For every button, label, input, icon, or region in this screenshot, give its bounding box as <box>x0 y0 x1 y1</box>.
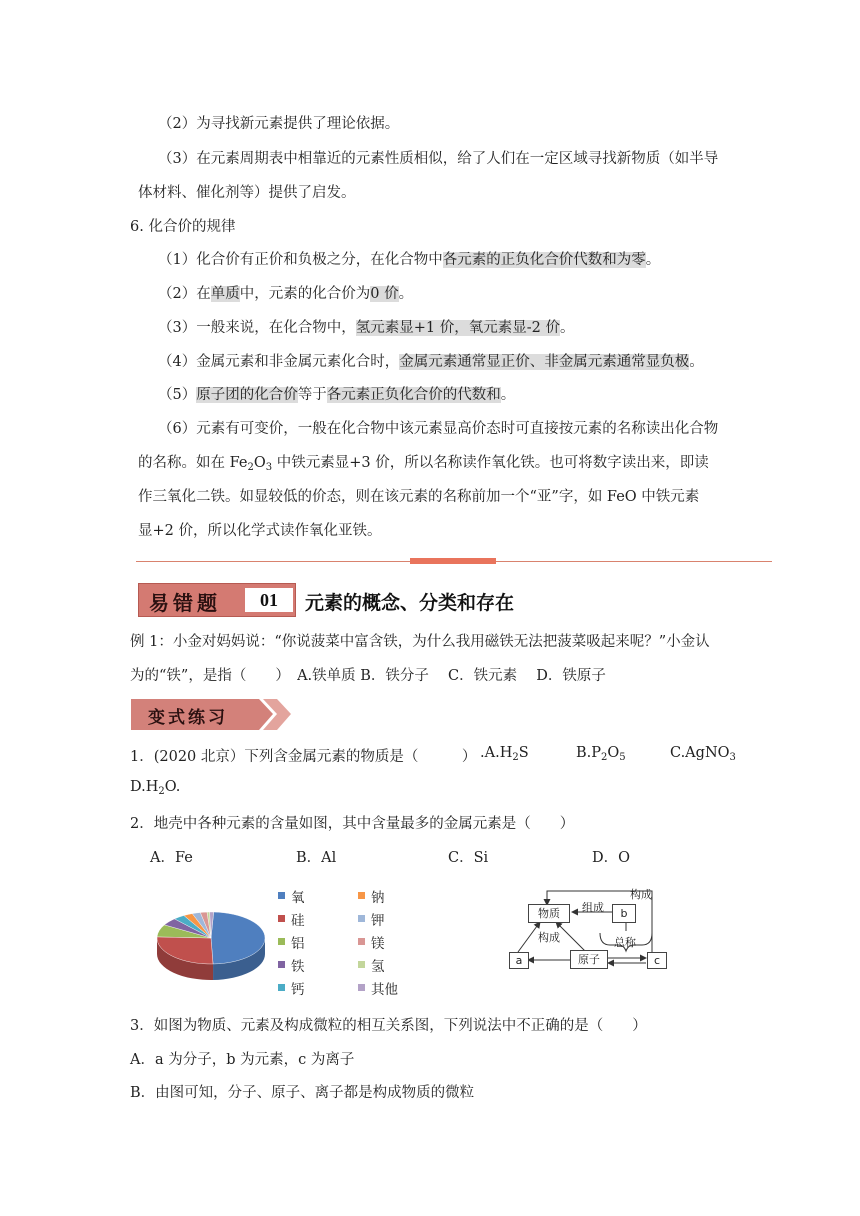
diagram-box-a: a <box>509 952 529 969</box>
rule-2-end: 。 <box>398 286 414 302</box>
banner-title: 元素的概念、分类和存在 <box>305 592 515 614</box>
rule-5 <box>158 383 515 404</box>
rule-3-end: 。 <box>559 320 575 336</box>
rule-4 <box>158 350 704 371</box>
paragraph-p3-line1: （3）在元素周期表中相靠近的元素性质相似，给了人们在一定区域寻找新物质（如半导 <box>158 151 719 167</box>
rule-6-line4: 显+2 价，所以化学式读作氧化亚铁。 <box>138 523 382 539</box>
rule-5-text: （5） <box>158 387 197 403</box>
legend-label-8: 氢 <box>371 959 385 975</box>
q3-option-b: B．由图可知，分子、原子、离子都是构成物质的微粒 <box>130 1085 475 1101</box>
legend-swatch-1 <box>278 915 285 922</box>
diagram-box-b: b <box>612 904 636 923</box>
rule-2-text-b: 中，元素的化合价为 <box>239 286 371 302</box>
example-line1: 例 1：小金对妈妈说：“你说菠菜中富含铁，为什么我用磁铁无法把菠菜吸起来呢？”小金认 <box>130 634 710 650</box>
rule-1-text: （1）化合价有正价和负极之分，在化合物中 <box>158 252 443 268</box>
rule-4-text: （4）金属元素和非金属元素化合时， <box>158 354 400 370</box>
q2-option-b: B．Al <box>296 850 337 866</box>
divider-accent <box>410 558 496 564</box>
rule-4-highlight: 金属元素通常显正价、非金属元素通常显负极 <box>399 354 690 370</box>
q3-stem: 3．如图为物质、元素及构成微粒的相互关系图，下列说法中不正确的是（ ） <box>130 1018 647 1034</box>
label-constitute-left: 构成 <box>538 931 560 944</box>
q1-a-end: S <box>518 745 529 761</box>
rule-1-highlight: 各元素的正负化合价代数和为零 <box>442 252 646 268</box>
rule-6-line2 <box>138 451 709 472</box>
pie-top <box>157 912 265 964</box>
legend-swatch-8 <box>358 961 365 968</box>
diagram-box-c: c <box>647 952 667 969</box>
legend-label-6: 钾 <box>371 913 385 929</box>
rule-6-line2-c: 中铁元素显+3 价，所以名称读作氧化铁。也可将数字读出来，即读 <box>272 455 709 471</box>
q2-option-d: D．O <box>592 850 631 866</box>
label-constitute-top: 构成 <box>630 888 652 901</box>
legend-label-1: 硅 <box>291 913 305 929</box>
q1-c-sub: 3 <box>729 752 736 763</box>
q1-stem: 1．(2020 北京）下列含金属元素的物质是（ ） <box>130 749 477 765</box>
legend-swatch-0 <box>278 892 285 899</box>
legend-swatch-4 <box>278 984 285 991</box>
q2-option-a: A．Fe <box>150 850 193 866</box>
rule-4-end: 。 <box>689 354 704 370</box>
q1-a-text: .A.H <box>480 745 513 761</box>
label-general: 总称 <box>614 936 636 949</box>
q1-d-end: O. <box>164 779 181 795</box>
legend-swatch-5 <box>358 892 365 899</box>
paragraph-p3-line2: 体材料、催化剂等）提供了启发。 <box>138 185 356 201</box>
rule-2-highlight-1: 单质 <box>210 286 240 302</box>
label-compose: 组成 <box>582 901 604 914</box>
rule-3 <box>158 316 574 337</box>
diagram-box-atom: 原子 <box>570 950 608 969</box>
legend-swatch-6 <box>358 915 365 922</box>
legend-swatch-7 <box>358 938 365 945</box>
banner-number: 01 <box>245 588 293 612</box>
q1-option-a <box>480 745 529 761</box>
legend-label-7: 镁 <box>371 936 385 952</box>
error-topic-banner <box>138 583 296 617</box>
q1-a-sub: 2 <box>512 752 519 763</box>
q1-option-b <box>576 745 626 761</box>
q1-c-text: C.AgNO <box>670 745 730 761</box>
rule-5-highlight-1: 原子团的化合价 <box>196 387 298 403</box>
fe-subscript: 2 <box>247 462 254 473</box>
legend-swatch-3 <box>278 961 285 968</box>
q1-d-text: D.H <box>130 779 159 795</box>
rule-2-highlight-2: 0 价 <box>370 286 399 302</box>
banner-label: 易错题 <box>149 591 221 615</box>
legend-label-3: 铁 <box>291 959 305 975</box>
legend-label-0: 氧 <box>291 890 305 906</box>
rule-1-end: 。 <box>645 252 661 268</box>
arrow-atom-to-substance <box>556 922 586 952</box>
rule-5-end: 。 <box>500 387 516 403</box>
legend-label-2: 铝 <box>291 936 305 952</box>
arrow-a-to-substance <box>518 922 540 952</box>
q1-option-c <box>670 745 736 761</box>
practice-tag-label: 变式练习 <box>148 708 228 728</box>
rule-6-line3: 作三氧化二铁。如显较低的价态，则在该元素的名称前加一个“亚”字，如 FeO 中铁元素 <box>138 489 700 505</box>
legend-label-9: 其他 <box>371 982 398 998</box>
legend-swatch-2 <box>278 938 285 945</box>
rule-3-highlight: 氢元素显+1 价，氧元素显-2 价 <box>355 320 560 336</box>
rule-6-line2-a: 的名称。如在 Fe <box>138 455 248 471</box>
legend-swatch-9 <box>358 984 365 991</box>
rule-3-text: （3）一般来说，在化合物中， <box>158 320 356 336</box>
rule-2 <box>158 282 413 303</box>
example-line2: 为的“铁”，是指（ ） A.铁单质 B．铁分子 C．铁元素 D．铁原子 <box>130 668 606 684</box>
rule-1 <box>158 248 660 269</box>
q1-d-sub: 2 <box>158 786 165 797</box>
q1-b-mid: O <box>607 745 620 761</box>
rule-5-mid: 等于 <box>297 387 327 403</box>
q1-b-sub1: 2 <box>601 752 608 763</box>
q2-stem: 2．地壳中各种元素的含量如图，其中含量最多的金属元素是（ ） <box>130 816 575 832</box>
rule-2-text-a: （2）在 <box>158 286 211 302</box>
q1-b-text: B.P <box>576 745 602 761</box>
rule-5-highlight-2: 各元素正负化合价的代数和 <box>326 387 501 403</box>
q1-option-d <box>130 779 180 795</box>
q2-option-c: C．Si <box>448 850 489 866</box>
o-subscript: 3 <box>265 462 273 473</box>
legend-label-5: 钠 <box>371 890 385 906</box>
rule-6-line1: （6）元素有可变价，一般在化合物中该元素显高价态时可直接按元素的名称读出化合物 <box>158 421 719 437</box>
paragraph-p2: （2）为寻找新元素提供了理论依据。 <box>158 116 400 132</box>
section-heading: 6. 化合价的规律 <box>130 219 236 235</box>
crust-element-pie-chart <box>152 905 274 987</box>
q1-b-sub2: 5 <box>619 752 626 763</box>
diagram-box-substance: 物质 <box>528 904 570 923</box>
legend-label-4: 钙 <box>291 982 305 998</box>
rule-6-line2-b: O <box>253 455 266 471</box>
q3-option-a: A．a 为分子，b 为元素，c 为离子 <box>130 1052 355 1068</box>
